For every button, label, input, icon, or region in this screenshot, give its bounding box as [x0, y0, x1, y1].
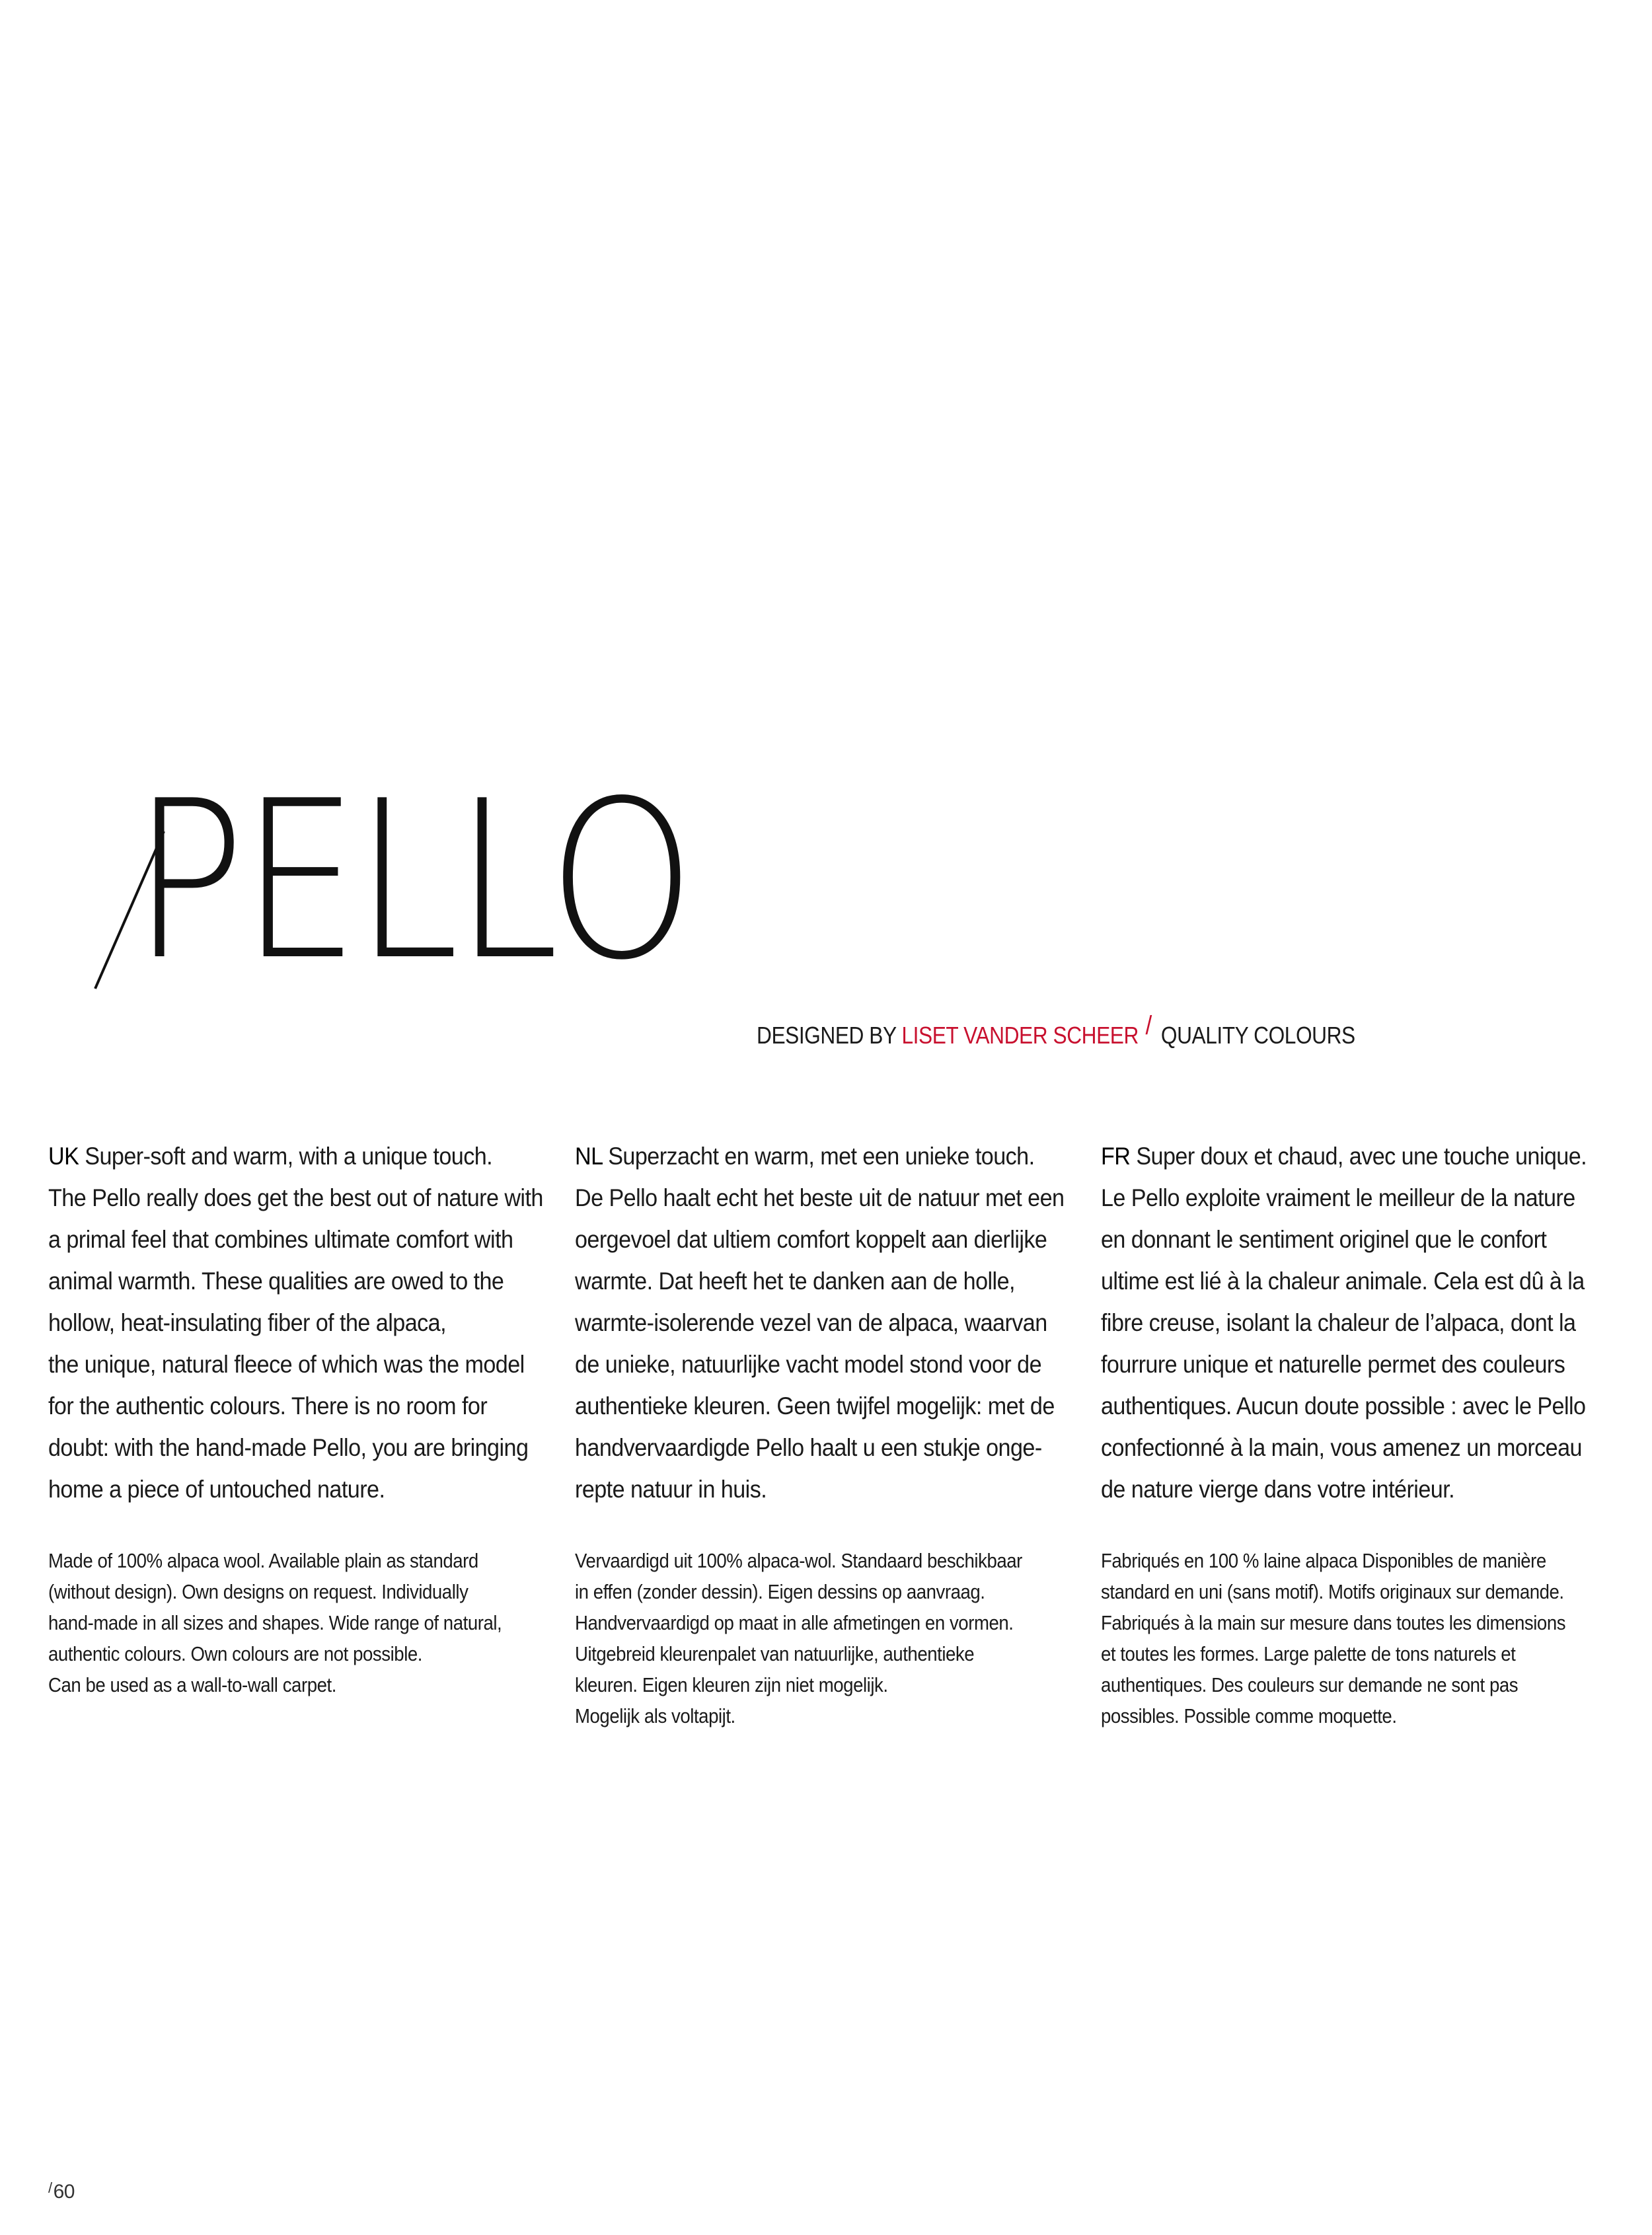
subtitle-prefix: DESIGNED BY	[757, 1022, 902, 1049]
text-columns	[48, 1135, 1621, 1743]
subtitle-separator: /	[1145, 1011, 1152, 1040]
designer-name: LISET VANDER SCHEER	[901, 1022, 1139, 1049]
column-uk	[48, 1135, 550, 1696]
page-title: PELLO	[132, 754, 691, 1008]
subtitle	[757, 1011, 1355, 1049]
lead-paragraph	[1101, 1135, 1606, 1510]
language-code: UK	[48, 1142, 79, 1170]
column-nl	[575, 1135, 1077, 1727]
lead-first-line: Super-soft and warm, with a unique touch.	[79, 1142, 493, 1170]
language-code: NL	[575, 1142, 603, 1170]
lead-body: De Pello haalt echt het beste uit de natuur met een oergevoel dat ultiem comfort koppelt aan dierlijke warmte. Dat heeft het te danken aan de holle, warmte-isolerende vezel van de alpaca, waarvan de unieke, natuurlijke vacht model stond voor de authentieke kleuren. Geen twijfel mogelijk: met de handvervaardigde Pello haalt u een stukje onge- repte natuur in huis.	[575, 1184, 1065, 1503]
page-number-value: 60	[53, 2181, 75, 2203]
detail-paragraph: Fabriqués en 100 % laine alpaca Disponibles de manière standard en uni (sans motif). Motifs originaux sur demande. Fabriqués à la main sur mesure dans toutes les dimensions et toutes les formes. Large palette de tons naturels et authentiques. Des couleurs sur demande ne sont pas possibles. Possible comme moquette.	[1101, 1549, 1566, 1727]
lead-body: Le Pello exploite vraiment le meilleur de la nature en donnant le sentiment originel que le confort ultime est lié à la chaleur animale. Cela est dû à la fibre creuse, isolant la chaleur de l’alpaca, dont la fourrure unique et naturelle permet des couleurs authentiques. Aucun doute possible : avec le Pello confectionné à la main, vous amenez un morceau de nature vierge dans votre intérieur.	[1101, 1184, 1586, 1503]
lead-first-line: Super doux et chaud, avec une touche unique.	[1130, 1142, 1587, 1170]
lead-body: The Pello really does get the best out of nature with a primal feel that combines ultimate comfort with animal warmth. These qualities are owed to the hollow, heat-insulating fiber of the alpaca, the unique, natural fleece of which was the model for the authentic colours. There is no room for doubt: with the hand-made Pello, you are bringing home a piece of untouched nature.	[48, 1184, 543, 1503]
page-number	[48, 2179, 75, 2203]
detail-paragraph: Vervaardigd uit 100% alpaca-wol. Standaard beschikbaar in effen (zonder dessin). Eigen dessins op aanvraag. Handvervaardigd op maat in alle afmetingen en vormen. Uitgebreid kleurenpalet van natuurlijke, authentieke kleuren. Eigen kleuren zijn niet mogelijk. Mogelijk als voltapijt.	[575, 1549, 1022, 1727]
lead-first-line: Superzacht en warm, met een unieke touch.	[602, 1142, 1035, 1170]
lead-paragraph	[48, 1135, 553, 1510]
language-code: FR	[1101, 1142, 1131, 1170]
quality-label: QUALITY COLOURS	[1160, 1022, 1355, 1049]
detail-paragraph: Made of 100% alpaca wool. Available plain as standard (without design). Own designs on request. Individually hand-made in all sizes and shapes. Wide range of natural, authentic colours. Own colours are not possible. Can be used as a wall-to-wall carpet.	[48, 1549, 502, 1696]
page-number-slash: /	[48, 2179, 52, 2196]
column-fr	[1101, 1135, 1603, 1727]
title-block	[93, 754, 1612, 1049]
lead-paragraph	[575, 1135, 1080, 1510]
